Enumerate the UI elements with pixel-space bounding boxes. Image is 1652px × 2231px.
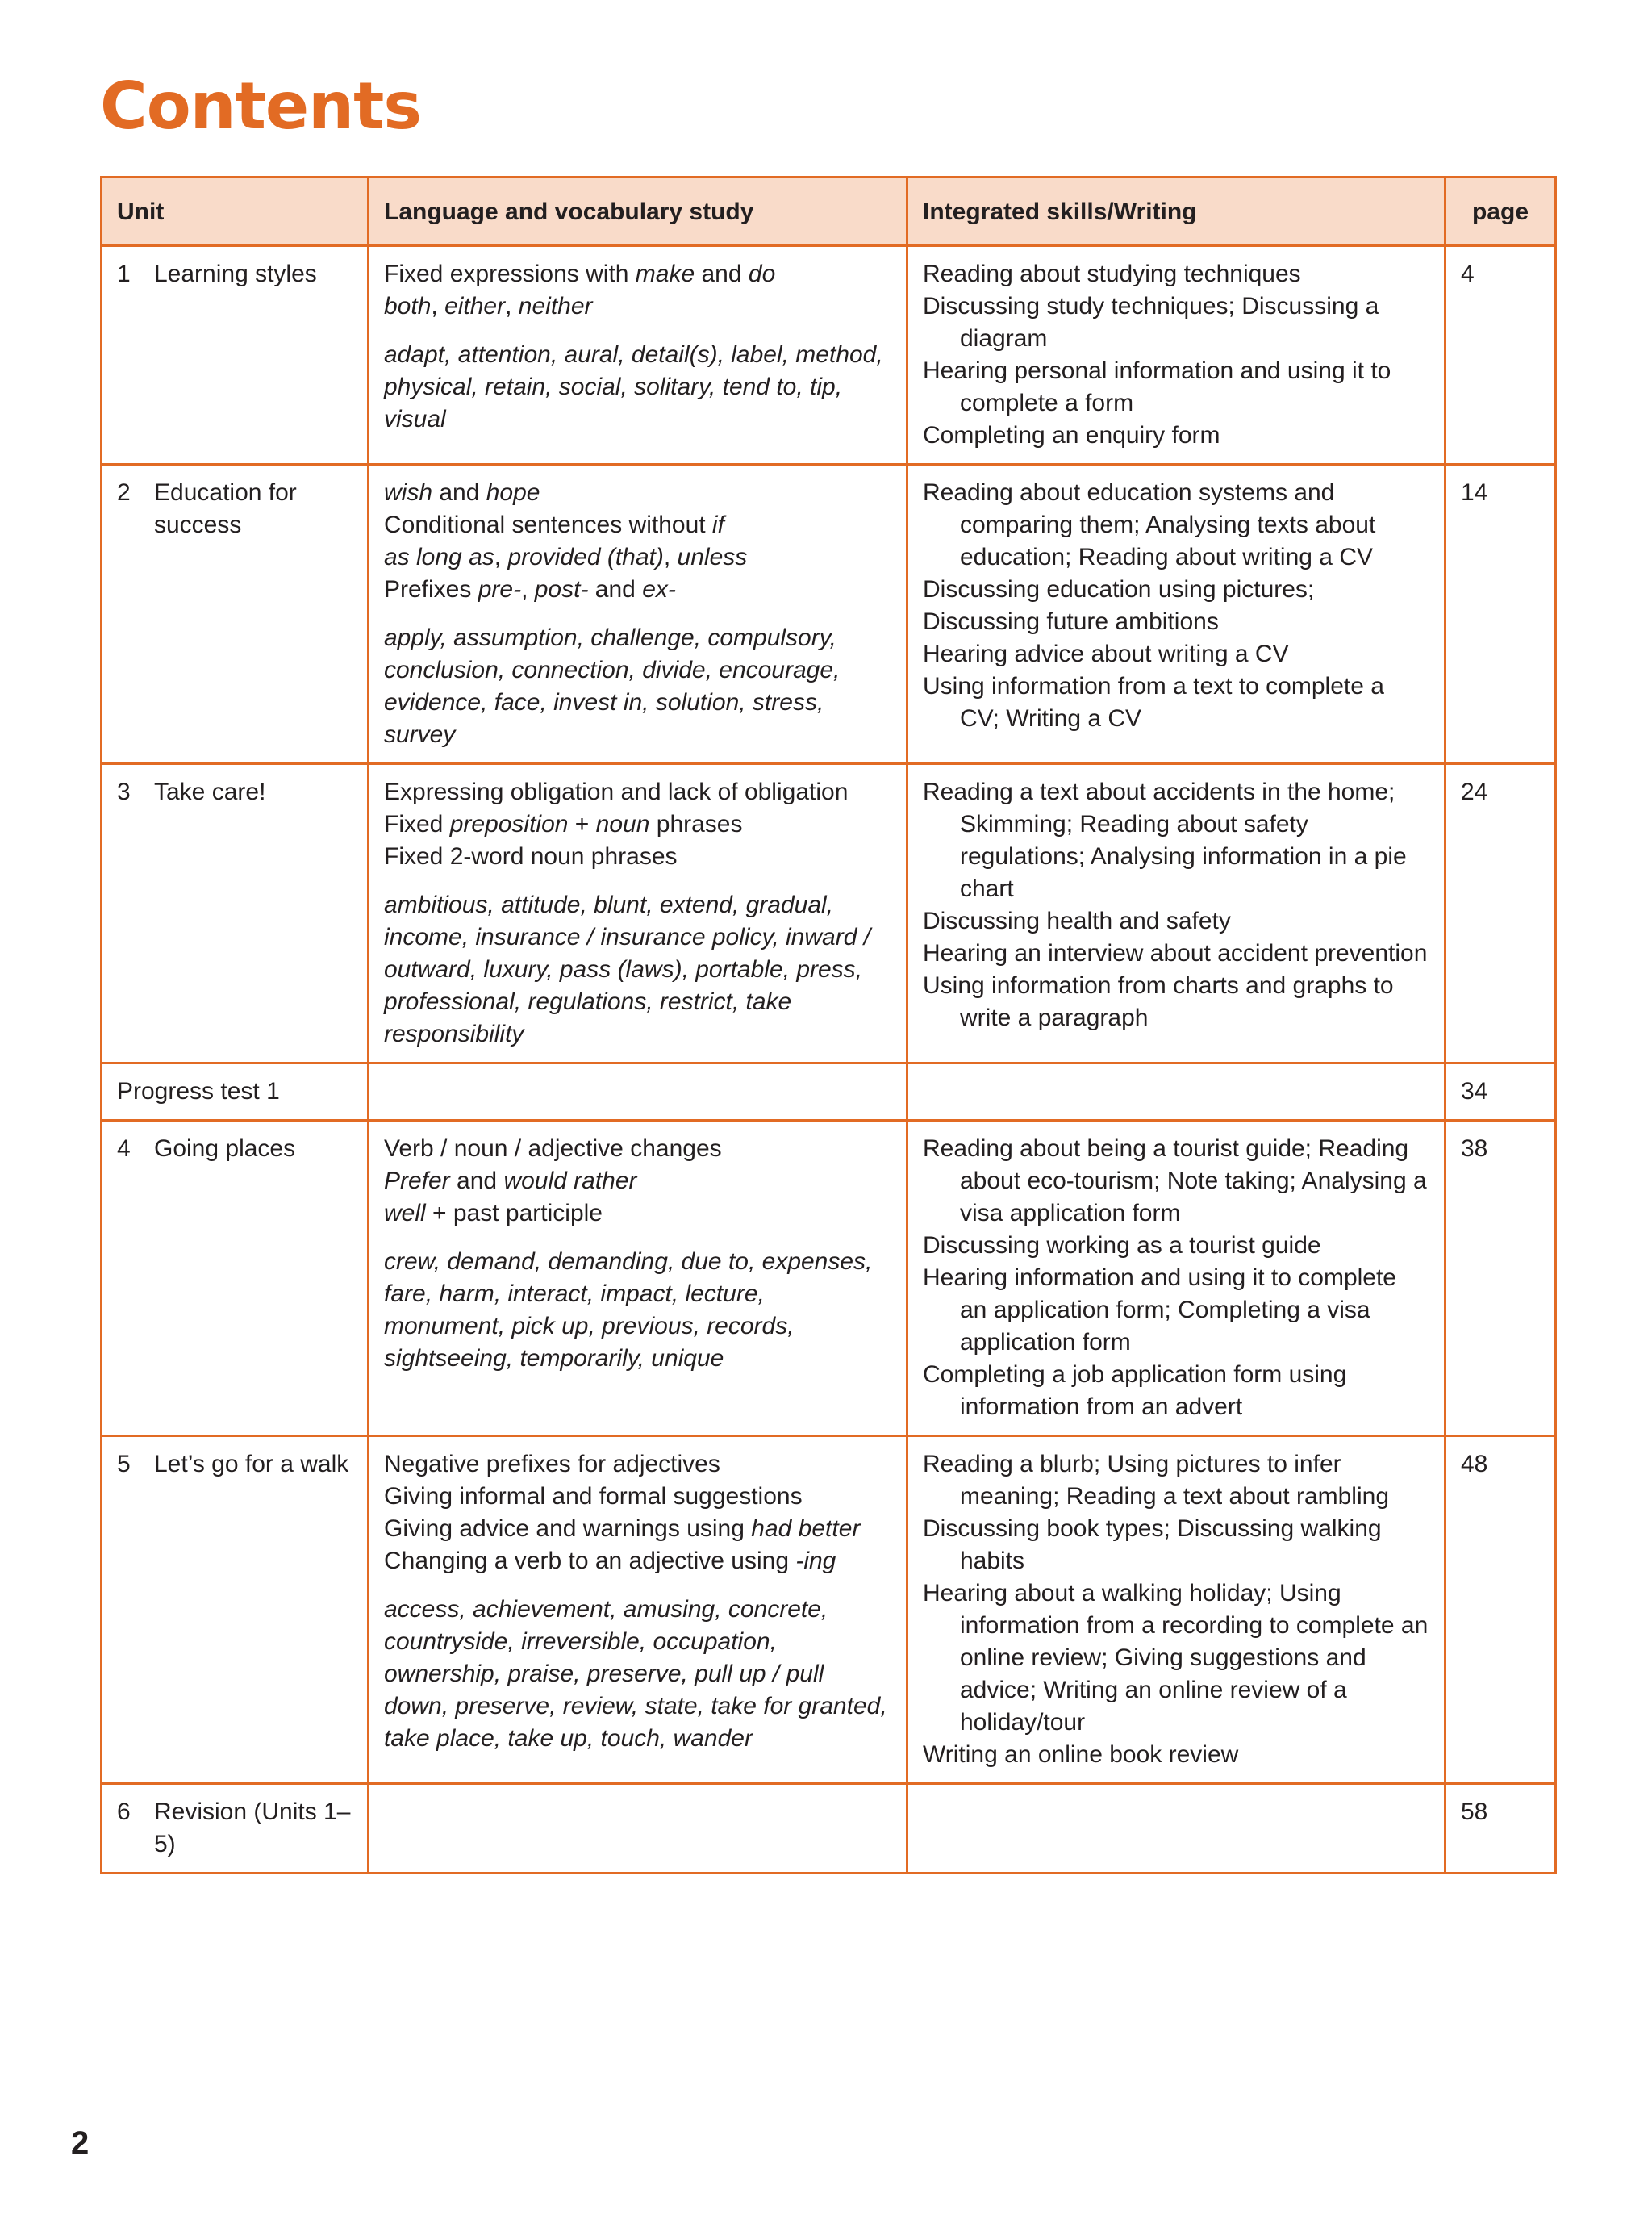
grammar-text: phrases xyxy=(649,811,743,838)
grammar-item xyxy=(384,1197,891,1230)
grammar-italic-text: preposition xyxy=(449,811,569,838)
grammar-item xyxy=(384,290,891,323)
table-row xyxy=(102,1784,1556,1874)
grammar-italic-text: -ing xyxy=(795,1548,836,1574)
grammar-text: and xyxy=(449,1168,504,1194)
skill-item: Hearing about a walking holiday; Using information from a recording to complete an online review; Giving suggestions and advice; Writing an online review of a holiday/tour xyxy=(923,1580,1429,1736)
grammar-text: and xyxy=(588,576,643,603)
vocabulary-list: ambitious, attitude, blunt, extend, gradual, income, insurance / insurance policy, inward / outward, luxury, pass (laws), portable, press, professional, regulations, restrict, take responsibility xyxy=(384,892,871,1047)
grammar-italic-text: as long as xyxy=(384,544,494,570)
unit-name: Take care! xyxy=(154,779,266,805)
grammar-text: , xyxy=(505,293,519,320)
skill-item: Writing an online book review xyxy=(923,1741,1239,1768)
vocabulary-list: adapt, attention, aural, detail(s), label, method, physical, retain, social, solitary, tend to, tip, visual xyxy=(384,341,883,432)
skills-cell xyxy=(907,465,1446,764)
grammar-item xyxy=(384,541,891,574)
table-row xyxy=(102,1121,1556,1436)
grammar-item xyxy=(384,1133,891,1165)
grammar-item xyxy=(384,808,891,841)
unit-name: Education for success xyxy=(154,479,297,538)
grammar-italic-text: pre- xyxy=(478,576,522,603)
grammar-text: and xyxy=(695,261,749,287)
grammar-text: , xyxy=(663,544,678,570)
skill-item: Completing a job application form using information from an advert xyxy=(923,1361,1347,1420)
language-cell xyxy=(369,764,907,1063)
unit-name: Revision (Units 1–5) xyxy=(154,1799,351,1857)
skill-item: Reading a blurb; Using pictures to infer meaning; Reading a text about rambling xyxy=(923,1451,1390,1510)
page-cell: 48 xyxy=(1446,1436,1556,1784)
unit-name: Let’s go for a walk xyxy=(154,1451,349,1477)
unit-name: Progress test 1 xyxy=(117,1078,280,1105)
table-row xyxy=(102,465,1556,764)
table-row xyxy=(102,1436,1556,1784)
unit-number: 5 xyxy=(117,1451,131,1477)
grammar-italic-text: well xyxy=(384,1200,426,1226)
vocabulary-list: crew, demand, demanding, due to, expenses, fare, harm, interact, impact, lecture, monument, pick up, previous, records, sightseeing, temporarily, unique xyxy=(384,1248,873,1372)
skills-cell xyxy=(907,1121,1446,1436)
header-unit: Unit xyxy=(102,178,369,246)
language-cell xyxy=(369,1063,907,1121)
header-skills: Integrated skills/Writing xyxy=(907,178,1446,246)
unit-cell xyxy=(102,1063,369,1121)
skill-item: Using information from a text to complete a CV; Writing a CV xyxy=(923,673,1384,732)
grammar-italic-text: wish xyxy=(384,479,433,506)
skill-item: Hearing personal information and using it to complete a form xyxy=(923,357,1391,416)
grammar-item xyxy=(384,1481,891,1513)
grammar-italic-text: make xyxy=(635,261,695,287)
grammar-item xyxy=(384,1165,891,1197)
unit-number: 6 xyxy=(117,1799,131,1825)
page-cell: 14 xyxy=(1446,465,1556,764)
skill-item: Reading about education systems and comparing them; Analysing texts about education; Reading about writing a CV xyxy=(923,479,1376,570)
grammar-italic-text: Prefer xyxy=(384,1168,450,1194)
table-header-row xyxy=(102,178,1556,246)
grammar-text: , xyxy=(431,293,445,320)
grammar-italic-text: provided (that) xyxy=(507,544,664,570)
skill-item: Discussing education using pictures; xyxy=(923,576,1315,603)
grammar-italic-text: both xyxy=(384,293,432,320)
contents-table xyxy=(100,176,1557,1874)
skill-item: Discussing working as a tourist guide xyxy=(923,1232,1321,1259)
page-cell: 38 xyxy=(1446,1121,1556,1436)
skills-cell xyxy=(907,1063,1446,1121)
grammar-text: Fixed 2-word noun phrases xyxy=(384,843,678,870)
grammar-italic-text: had better xyxy=(751,1515,861,1542)
grammar-italic-text: ex- xyxy=(642,576,676,603)
unit-name: Learning styles xyxy=(154,261,317,287)
grammar-text: , xyxy=(521,576,535,603)
grammar-italic-text: either xyxy=(444,293,506,320)
grammar-item xyxy=(384,1448,891,1481)
grammar-item xyxy=(384,1513,891,1545)
grammar-item xyxy=(384,776,891,808)
skills-cell xyxy=(907,246,1446,465)
skill-item: Reading about being a tourist guide; Reading about eco-tourism; Note taking; Analysing a visa application form xyxy=(923,1135,1427,1226)
skills-cell xyxy=(907,764,1446,1063)
grammar-italic-text: unless xyxy=(677,544,748,570)
table-row xyxy=(102,1063,1556,1121)
grammar-italic-text: do xyxy=(748,261,776,287)
skill-item: Discussing future ambitions xyxy=(923,608,1219,635)
grammar-text: + xyxy=(568,811,596,838)
skill-item: Discussing book types; Discussing walking habits xyxy=(923,1515,1382,1574)
skill-item: Discussing study techniques; Discussing a diagram xyxy=(923,293,1379,352)
grammar-text: Changing a verb to an adjective using xyxy=(384,1548,796,1574)
grammar-text: Giving informal and formal suggestions xyxy=(384,1483,803,1510)
skills-cell xyxy=(907,1436,1446,1784)
grammar-text: Fixed xyxy=(384,811,450,838)
skill-item: Hearing an interview about accident prevention xyxy=(923,940,1428,967)
grammar-item xyxy=(384,574,891,606)
page-cell: 34 xyxy=(1446,1063,1556,1121)
grammar-text: Expressing obligation and lack of obligation xyxy=(384,779,849,805)
header-language: Language and vocabulary study xyxy=(369,178,907,246)
skill-item: Completing an enquiry form xyxy=(923,422,1220,449)
language-cell xyxy=(369,1436,907,1784)
skill-item: Using information from charts and graphs to write a paragraph xyxy=(923,972,1394,1031)
table-row xyxy=(102,764,1556,1063)
page-cell: 24 xyxy=(1446,764,1556,1063)
unit-name: Going places xyxy=(154,1135,296,1162)
grammar-text: Conditional sentences without xyxy=(384,512,712,538)
skill-item: Reading a text about accidents in the home; Skimming; Reading about safety regulations; Analysing information in a pie chart xyxy=(923,779,1407,902)
grammar-italic-text: post- xyxy=(534,576,589,603)
unit-number: 2 xyxy=(117,479,131,506)
unit-cell xyxy=(102,1121,369,1436)
unit-cell xyxy=(102,1784,369,1874)
grammar-item xyxy=(384,258,891,290)
grammar-text: Prefixes xyxy=(384,576,478,603)
page-cell: 58 xyxy=(1446,1784,1556,1874)
skills-cell xyxy=(907,1784,1446,1874)
grammar-item xyxy=(384,509,891,541)
skill-item: Discussing health and safety xyxy=(923,908,1231,934)
language-cell xyxy=(369,1784,907,1874)
grammar-text: , xyxy=(494,544,508,570)
grammar-italic-text: neither xyxy=(518,293,593,320)
grammar-text: Fixed expressions with xyxy=(384,261,636,287)
grammar-text: Verb / noun / adjective changes xyxy=(384,1135,722,1162)
grammar-italic-text: if xyxy=(711,512,724,538)
contents-body xyxy=(102,246,1556,1874)
header-page: page xyxy=(1446,178,1556,246)
grammar-text: and xyxy=(432,479,486,506)
skill-item: Hearing advice about writing a CV xyxy=(923,641,1289,667)
grammar-text: Giving advice and warnings using xyxy=(384,1515,752,1542)
language-cell xyxy=(369,1121,907,1436)
skill-item: Hearing information and using it to complete an application form; Completing a visa application form xyxy=(923,1264,1396,1356)
skill-item: Reading about studying techniques xyxy=(923,261,1301,287)
grammar-text: + past participle xyxy=(425,1200,603,1226)
vocabulary-list: apply, assumption, challenge, compulsory, conclusion, connection, divide, encourage, evidence, face, invest in, solution, stress, survey xyxy=(384,625,841,748)
grammar-text: Negative prefixes for adjectives xyxy=(384,1451,720,1477)
unit-number: 3 xyxy=(117,779,131,805)
unit-number: 1 xyxy=(117,261,131,287)
page-number: 2 xyxy=(71,2125,90,2161)
page-cell: 4 xyxy=(1446,246,1556,465)
grammar-italic-text: noun xyxy=(595,811,650,838)
grammar-item xyxy=(384,841,891,873)
language-cell xyxy=(369,465,907,764)
grammar-italic-text: hope xyxy=(486,479,540,506)
unit-number: 4 xyxy=(117,1135,131,1162)
language-cell xyxy=(369,246,907,465)
unit-cell xyxy=(102,465,369,764)
unit-cell xyxy=(102,246,369,465)
unit-cell xyxy=(102,764,369,1063)
table-row xyxy=(102,246,1556,465)
page-title: Contents xyxy=(100,69,421,144)
grammar-italic-text: would rather xyxy=(503,1168,637,1194)
unit-cell xyxy=(102,1436,369,1784)
grammar-item xyxy=(384,1545,891,1577)
grammar-item xyxy=(384,477,891,509)
vocabulary-list: access, achievement, amusing, concrete, countryside, irreversible, occupation, ownership, praise, preserve, pull up / pull down, preserve, review, state, take for granted, take place, take up, touch, wander xyxy=(384,1596,887,1752)
